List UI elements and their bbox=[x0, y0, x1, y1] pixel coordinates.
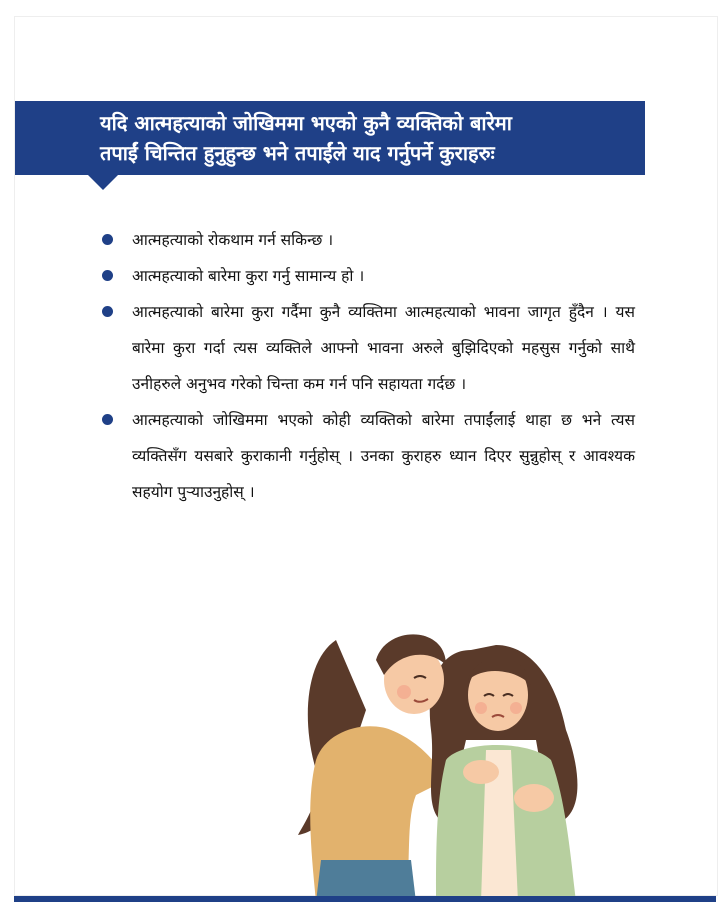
list-item-text: आत्महत्याको जोखिममा भएको कोही व्यक्तिको बारेमा तपाईंलाई थाहा छ भने त्यस व्यक्तिसँग यसबारे कुराकानी गर्नुहोस् । उनका कुराहरु ध्यान दिएर सुन्नुहोस् र आवश्यक सहयोग पुर्‍याउनुहोस् । bbox=[132, 411, 635, 501]
bullet-icon bbox=[102, 306, 113, 317]
left-woman-hand bbox=[463, 760, 499, 784]
banner-pointer bbox=[88, 175, 118, 190]
list-item bbox=[100, 258, 635, 294]
list-item-text: आत्महत्याको बारेमा कुरा गर्नु सामान्य हो । bbox=[132, 267, 365, 285]
list-item-text: आत्महत्याको रोकथाम गर्न सकिन्छ । bbox=[132, 231, 334, 249]
list-item bbox=[100, 402, 635, 510]
banner-title-line-2: तपाईं चिन्तित हुनुहुन्छ भने तपाईंले याद गर्नुपर्ने कुराहरुः bbox=[100, 141, 495, 165]
bullet-icon bbox=[102, 234, 113, 245]
bullet-icon bbox=[102, 270, 113, 281]
list-item bbox=[100, 294, 635, 402]
right-woman-hand bbox=[514, 784, 554, 812]
right-woman-blush bbox=[475, 702, 487, 714]
banner-title-line-1: यदि आत्महत्याको जोखिममा भएको कुनै व्यक्तिको बारेमा bbox=[100, 111, 512, 135]
key-points-list bbox=[100, 222, 635, 510]
left-woman-blush bbox=[397, 685, 411, 699]
footer-bar bbox=[14, 896, 716, 902]
right-woman-blush bbox=[510, 702, 522, 714]
two-women-comforting-illustration bbox=[296, 620, 596, 902]
banner-title bbox=[100, 108, 640, 168]
bullet-icon bbox=[102, 414, 113, 425]
list-item-text: आत्महत्याको बारेमा कुरा गर्दैमा कुनै व्यक्तिमा आत्महत्याको भावना जागृत हुँदैन । यस बारेमा कुरा गर्दा त्यस व्यक्तिले आफ्नो भावना अरुले बुझिदिएको महसुस गर्नुको साथै उनीहरुले अनुभव गरेको चिन्ता कम गर्न पनि सहायता गर्दछ । bbox=[132, 303, 635, 393]
list-item bbox=[100, 222, 635, 258]
